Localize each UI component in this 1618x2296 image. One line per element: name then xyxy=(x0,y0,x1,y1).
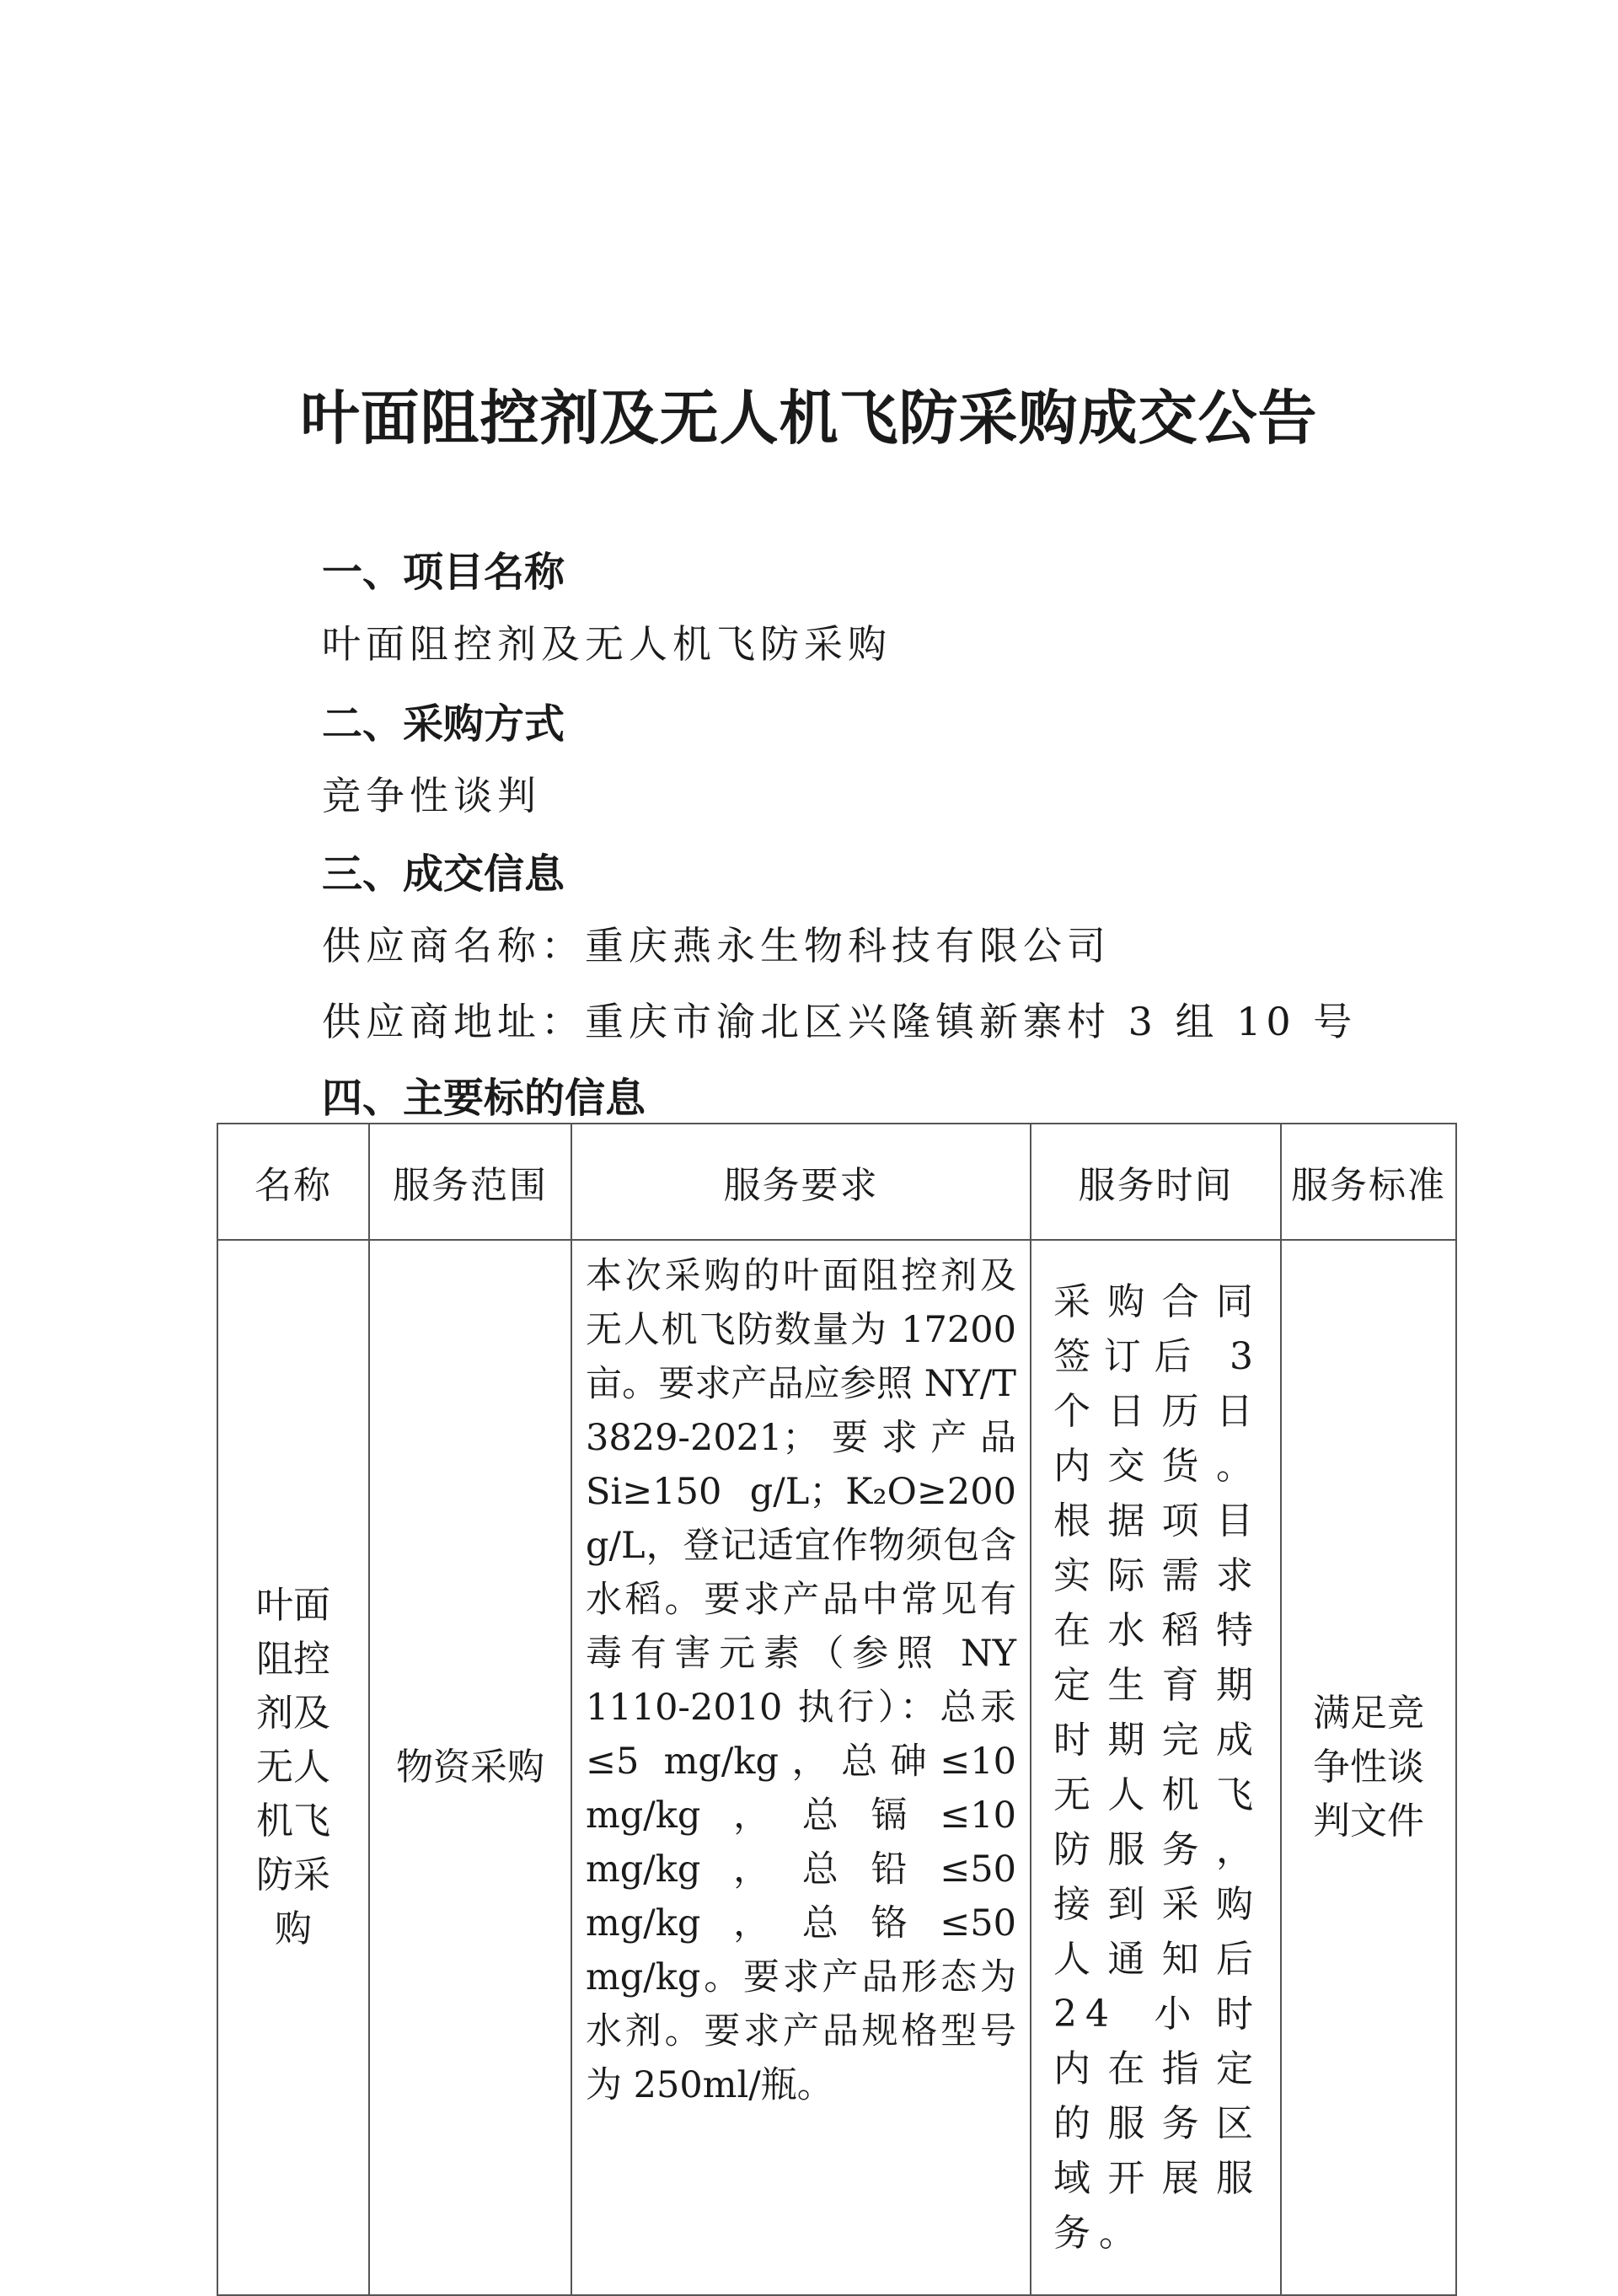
table-row xyxy=(217,1240,1456,2295)
cell-time: 采购合同签订后 3 个日历日内交货。根据项目实际需求在水稻特定生育期时期完成无人机飞防服务，接到采购人通知后 24 小时内在指定的服务区域开展服务。 xyxy=(1031,1240,1281,2295)
procurement-method-text: 竞争性谈判 xyxy=(322,773,541,818)
header-time: 服务时间 xyxy=(1031,1124,1281,1240)
header-name: 名称 xyxy=(217,1124,369,1240)
section-heading-procurement-method: 二、采购方式 xyxy=(322,700,565,748)
table-header-row xyxy=(217,1124,1456,1240)
section-heading-project-name: 一、项目名称 xyxy=(322,549,565,596)
cell-scope: 物资采购 xyxy=(369,1240,571,2295)
supplier-name-text: 供应商名称：重庆燕永生物科技有限公司 xyxy=(322,923,1111,968)
cell-name: 叶面阻控剂及无人机飞防采购 xyxy=(217,1240,369,2295)
subject-info-table xyxy=(217,1123,1457,2296)
header-scope: 服务范围 xyxy=(369,1124,571,1240)
supplier-address-text: 供应商地址：重庆市渝北区兴隆镇新寨村 3 组 10 号 xyxy=(322,999,1358,1044)
header-standard: 服务标准 xyxy=(1281,1124,1456,1240)
section-heading-deal-info: 三、成交信息 xyxy=(322,850,565,898)
header-requirements: 服务要求 xyxy=(571,1124,1031,1240)
project-name-text: 叶面阻控剂及无人机飞防采购 xyxy=(322,621,892,667)
cell-standard: 满足竞争性谈判文件 xyxy=(1281,1240,1456,2295)
cell-requirements: 本次采购的叶面阻控剂及无人机飞防数量为 17200 亩。要求产品应参照 NY/T 3829-2021；要求产品 Si≥150 g/L；K₂O≥200 g/L，登记适宜作物须包含水稻。要求产品中常见有毒有害元素（参照 NY 1110-2010 执行）：总汞≤5 mg/kg，总砷≤10 mg/kg，总镉≤10 mg/kg，总铅≤50 mg/kg，总铬≤50 mg/kg。要求产品形态为水剂。要求产品规格型号为 250ml/瓶。 xyxy=(571,1240,1031,2295)
document-title: 叶面阻控剂及无人机飞防采购成交公告 xyxy=(300,384,1318,453)
section-heading-main-subject: 四、主要标的信息 xyxy=(322,1075,646,1122)
